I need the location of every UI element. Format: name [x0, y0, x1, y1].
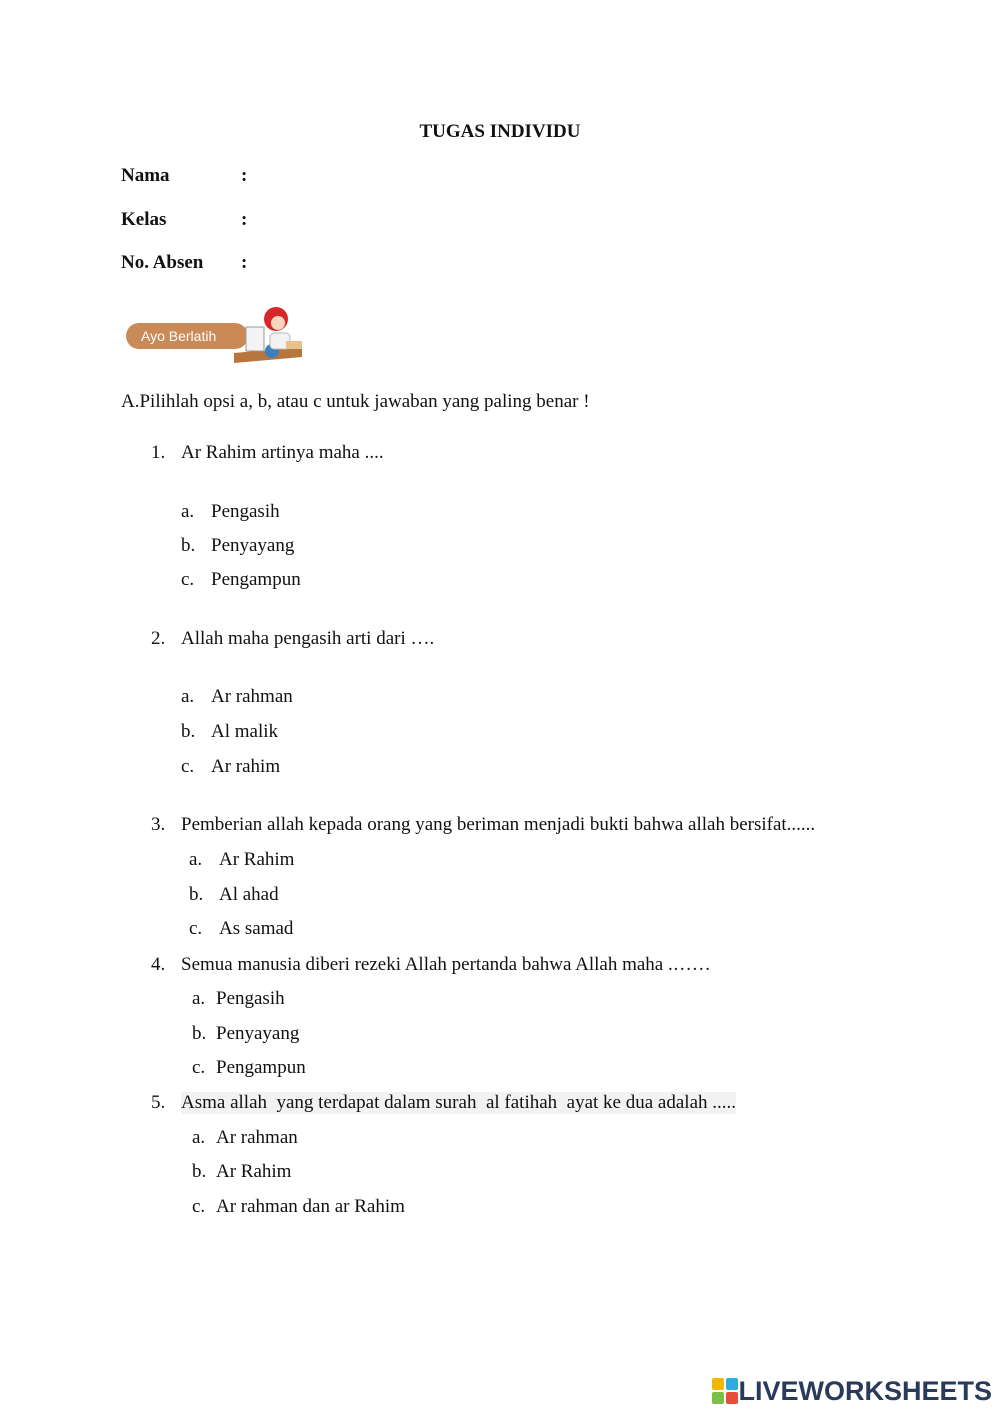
option-text: Penyayang — [216, 1023, 300, 1044]
option-text: Pengasih — [216, 988, 285, 1009]
question-text: Semua manusia diberi rezeki Allah pertanda bahwa Allah maha .…… — [181, 954, 711, 975]
question-number: 3. — [151, 814, 166, 835]
badge-illustration — [126, 305, 306, 371]
liveworksheets-logo-icon — [712, 1378, 738, 1404]
liveworksheets-logo — [712, 1375, 992, 1407]
option-letter: c. — [181, 569, 195, 590]
class-label: Kelas — [121, 209, 167, 230]
option-text: Ar rahman — [211, 686, 293, 707]
question-text: Pemberian allah kepada orang yang beriman menjadi bukti bahwa allah bersifat...... — [181, 814, 816, 835]
option-letter: c. — [189, 918, 203, 939]
question-number: 2. — [151, 628, 166, 649]
option-text: Ar Rahim — [219, 849, 295, 870]
option-letter: a. — [192, 988, 206, 1009]
option-text: Al malik — [211, 721, 279, 742]
option-text: Pengasih — [211, 501, 280, 522]
option-text: Ar rahim — [211, 756, 281, 777]
option-letter: c. — [181, 756, 195, 777]
question-number: 4. — [151, 954, 166, 975]
name-label: Nama — [121, 165, 170, 186]
question-number: 5. — [151, 1092, 166, 1113]
ayo-berlatih-badge — [126, 305, 306, 371]
option-text: As samad — [219, 918, 294, 939]
liveworksheets-brand-text: LIVEWORKSHEETS — [738, 1375, 992, 1406]
option-letter: b. — [181, 721, 196, 742]
question-text: Ar Rahim artinya maha .... — [181, 442, 384, 463]
instruction-text: A.Pilihlah opsi a, b, atau c untuk jawaban yang paling benar ! — [121, 391, 590, 412]
question-text: Allah maha pengasih arti dari …. — [181, 628, 435, 649]
option-text: Al ahad — [219, 884, 279, 905]
absence-number-label: No. Absen — [121, 252, 204, 273]
question-text: Asma allah yang terdapat dalam surah al fatihah ayat ke dua adalah ..... — [181, 1092, 736, 1113]
option-letter: b. — [189, 884, 204, 905]
option-letter: c. — [192, 1057, 206, 1078]
option-letter: a. — [181, 686, 195, 707]
absence-number-colon: : — [241, 252, 248, 273]
option-letter: b. — [192, 1023, 207, 1044]
option-letter: a. — [181, 501, 195, 522]
badge-label: Ayo Berlatih — [141, 328, 217, 344]
option-text: Ar rahman — [216, 1127, 298, 1148]
question-number: 1. — [151, 442, 166, 463]
option-letter: a. — [192, 1127, 206, 1148]
option-text: Ar rahman dan ar Rahim — [216, 1196, 405, 1217]
option-letter: c. — [192, 1196, 206, 1217]
option-letter: b. — [181, 535, 196, 556]
option-letter: a. — [189, 849, 203, 870]
option-text: Pengampun — [211, 569, 301, 590]
option-text: Ar Rahim — [216, 1161, 292, 1182]
option-text: Penyayang — [211, 535, 295, 556]
option-letter: b. — [192, 1161, 207, 1182]
class-colon: : — [241, 209, 248, 230]
option-text: Pengampun — [216, 1057, 306, 1078]
page-title: TUGAS INDIVIDU — [419, 121, 581, 142]
name-colon: : — [241, 165, 248, 186]
